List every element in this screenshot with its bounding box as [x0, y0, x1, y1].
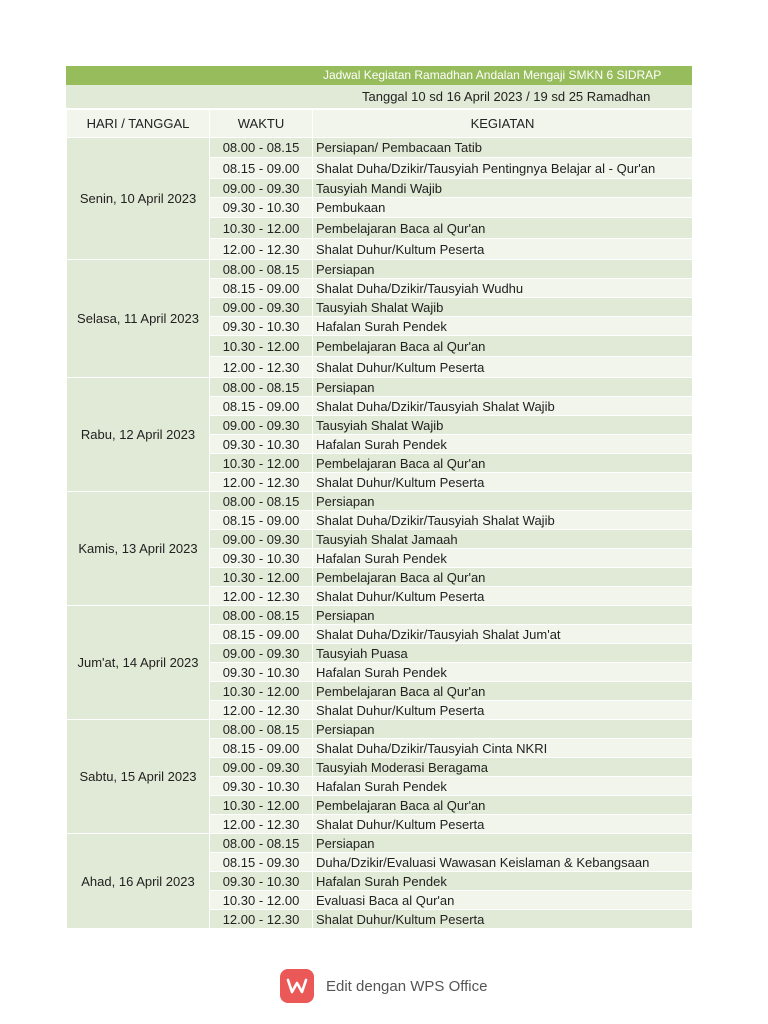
activity-cell: Shalat Duha/Dzikir/Tausyiah Wudhu: [313, 279, 693, 298]
time-cell: 12.00 - 12.30: [210, 587, 313, 606]
time-cell: 10.30 - 12.00: [210, 891, 313, 910]
time-cell: 10.30 - 12.00: [210, 682, 313, 701]
time-cell: 08.15 - 09.30: [210, 853, 313, 872]
time-cell: 09.00 - 09.30: [210, 758, 313, 777]
day-cell: Ahad, 16 April 2023: [67, 834, 210, 929]
time-cell: 08.00 - 08.15: [210, 834, 313, 853]
activity-cell: Shalat Duha/Dzikir/Tausyiah Shalat Wajib: [313, 397, 693, 416]
time-cell: 09.00 - 09.30: [210, 530, 313, 549]
activity-cell: Evaluasi Baca al Qur'an: [313, 891, 693, 910]
time-cell: 09.00 - 09.30: [210, 644, 313, 663]
time-cell: 09.30 - 10.30: [210, 317, 313, 336]
time-cell: 08.00 - 08.15: [210, 378, 313, 397]
time-cell: 10.30 - 12.00: [210, 218, 313, 239]
time-cell: 10.30 - 12.00: [210, 796, 313, 815]
day-cell: Sabtu, 15 April 2023: [67, 720, 210, 834]
time-cell: 08.00 - 08.15: [210, 606, 313, 625]
time-cell: 08.00 - 08.15: [210, 138, 313, 158]
time-cell: 08.15 - 09.00: [210, 511, 313, 530]
time-cell: 09.00 - 09.30: [210, 179, 313, 198]
time-cell: 09.30 - 10.30: [210, 872, 313, 891]
time-cell: 09.30 - 10.30: [210, 663, 313, 682]
time-cell: 08.15 - 09.00: [210, 397, 313, 416]
activity-cell: Shalat Duhur/Kultum Peserta: [313, 357, 693, 378]
activity-cell: Tausyiah Shalat Wajib: [313, 298, 693, 317]
day-cell: Selasa, 11 April 2023: [67, 260, 210, 378]
activity-cell: Pembukaan: [313, 198, 693, 218]
activity-cell: Shalat Duhur/Kultum Peserta: [313, 473, 693, 492]
time-cell: 08.15 - 09.00: [210, 739, 313, 758]
time-cell: 12.00 - 12.30: [210, 473, 313, 492]
activity-cell: Shalat Duha/Dzikir/Tausyiah Pentingnya Belajar al - Qur'an: [313, 158, 693, 179]
table-row: [67, 834, 693, 853]
header-day: HARI / TANGGAL: [67, 110, 210, 138]
activity-cell: Duha/Dzikir/Evaluasi Wawasan Keislaman & Kebangsaan: [313, 853, 693, 872]
schedule-body: [67, 138, 693, 929]
time-cell: 10.30 - 12.00: [210, 568, 313, 587]
schedule-table: [66, 109, 693, 929]
activity-cell: Pembelajaran Baca al Qur'an: [313, 336, 693, 357]
time-cell: 12.00 - 12.30: [210, 815, 313, 834]
activity-cell: Hafalan Surah Pendek: [313, 777, 693, 796]
activity-cell: Persiapan: [313, 606, 693, 625]
time-cell: 12.00 - 12.30: [210, 701, 313, 720]
table-row: [67, 138, 693, 158]
day-cell: Jum'at, 14 April 2023: [67, 606, 210, 720]
time-cell: 12.00 - 12.30: [210, 910, 313, 929]
activity-cell: Tausyiah Shalat Jamaah: [313, 530, 693, 549]
time-cell: 08.00 - 08.15: [210, 720, 313, 739]
activity-cell: Shalat Duha/Dzikir/Tausyiah Shalat Wajib: [313, 511, 693, 530]
time-cell: 10.30 - 12.00: [210, 336, 313, 357]
activity-cell: Persiapan/ Pembacaan Tatib: [313, 138, 693, 158]
table-row: [67, 378, 693, 397]
activity-cell: Hafalan Surah Pendek: [313, 317, 693, 336]
activity-cell: Tausyiah Mandi Wajib: [313, 179, 693, 198]
activity-cell: Hafalan Surah Pendek: [313, 549, 693, 568]
time-cell: 09.00 - 09.30: [210, 416, 313, 435]
activity-cell: Hafalan Surah Pendek: [313, 435, 693, 454]
time-cell: 12.00 - 12.30: [210, 357, 313, 378]
activity-cell: Hafalan Surah Pendek: [313, 663, 693, 682]
activity-cell: Shalat Duhur/Kultum Peserta: [313, 587, 693, 606]
day-cell: Kamis, 13 April 2023: [67, 492, 210, 606]
activity-cell: Persiapan: [313, 260, 693, 279]
time-cell: 09.00 - 09.30: [210, 298, 313, 317]
schedule-title: Jadwal Kegiatan Ramadhan Andalan Mengaji SMKN 6 SIDRAP: [66, 66, 692, 85]
day-cell: Rabu, 12 April 2023: [67, 378, 210, 492]
activity-cell: Pembelajaran Baca al Qur'an: [313, 568, 693, 587]
time-cell: 09.30 - 10.30: [210, 198, 313, 218]
activity-cell: Persiapan: [313, 720, 693, 739]
time-cell: 08.00 - 08.15: [210, 492, 313, 511]
table-header-row: [67, 110, 693, 138]
activity-cell: Pembelajaran Baca al Qur'an: [313, 454, 693, 473]
activity-cell: Shalat Duha/Dzikir/Tausyiah Cinta NKRI: [313, 739, 693, 758]
activity-cell: Tausyiah Shalat Wajib: [313, 416, 693, 435]
table-row: [67, 492, 693, 511]
header-time: WAKTU: [210, 110, 313, 138]
activity-cell: Pembelajaran Baca al Qur'an: [313, 796, 693, 815]
day-cell: Senin, 10 April 2023: [67, 138, 210, 260]
activity-cell: Persiapan: [313, 378, 693, 397]
wps-logo-icon: [280, 969, 314, 1003]
activity-cell: Shalat Duhur/Kultum Peserta: [313, 815, 693, 834]
time-cell: 08.15 - 09.00: [210, 279, 313, 298]
activity-cell: Hafalan Surah Pendek: [313, 872, 693, 891]
time-cell: 12.00 - 12.30: [210, 239, 313, 260]
header-activity: KEGIATAN: [313, 110, 693, 138]
activity-cell: Persiapan: [313, 834, 693, 853]
table-row: [67, 260, 693, 279]
wps-edit-link[interactable]: [280, 969, 487, 1003]
activity-cell: Pembelajaran Baca al Qur'an: [313, 218, 693, 239]
activity-cell: Tausyiah Moderasi Beragama: [313, 758, 693, 777]
activity-cell: Shalat Duhur/Kultum Peserta: [313, 910, 693, 929]
activity-cell: Persiapan: [313, 492, 693, 511]
activity-cell: Tausyiah Puasa: [313, 644, 693, 663]
time-cell: 09.30 - 10.30: [210, 549, 313, 568]
time-cell: 08.15 - 09.00: [210, 158, 313, 179]
table-row: [67, 720, 693, 739]
activity-cell: Shalat Duhur/Kultum Peserta: [313, 701, 693, 720]
activity-cell: Shalat Duhur/Kultum Peserta: [313, 239, 693, 260]
time-cell: 08.15 - 09.00: [210, 625, 313, 644]
time-cell: 09.30 - 10.30: [210, 435, 313, 454]
activity-cell: Shalat Duha/Dzikir/Tausyiah Shalat Jum'at: [313, 625, 693, 644]
activity-cell: Pembelajaran Baca al Qur'an: [313, 682, 693, 701]
time-cell: 08.00 - 08.15: [210, 260, 313, 279]
time-cell: 10.30 - 12.00: [210, 454, 313, 473]
schedule-subtitle: Tanggal 10 sd 16 April 2023 / 19 sd 25 Ramadhan: [66, 85, 692, 109]
table-row: [67, 606, 693, 625]
wps-edit-label: Edit dengan WPS Office: [326, 977, 488, 995]
time-cell: 09.30 - 10.30: [210, 777, 313, 796]
schedule-sheet: [66, 66, 692, 929]
